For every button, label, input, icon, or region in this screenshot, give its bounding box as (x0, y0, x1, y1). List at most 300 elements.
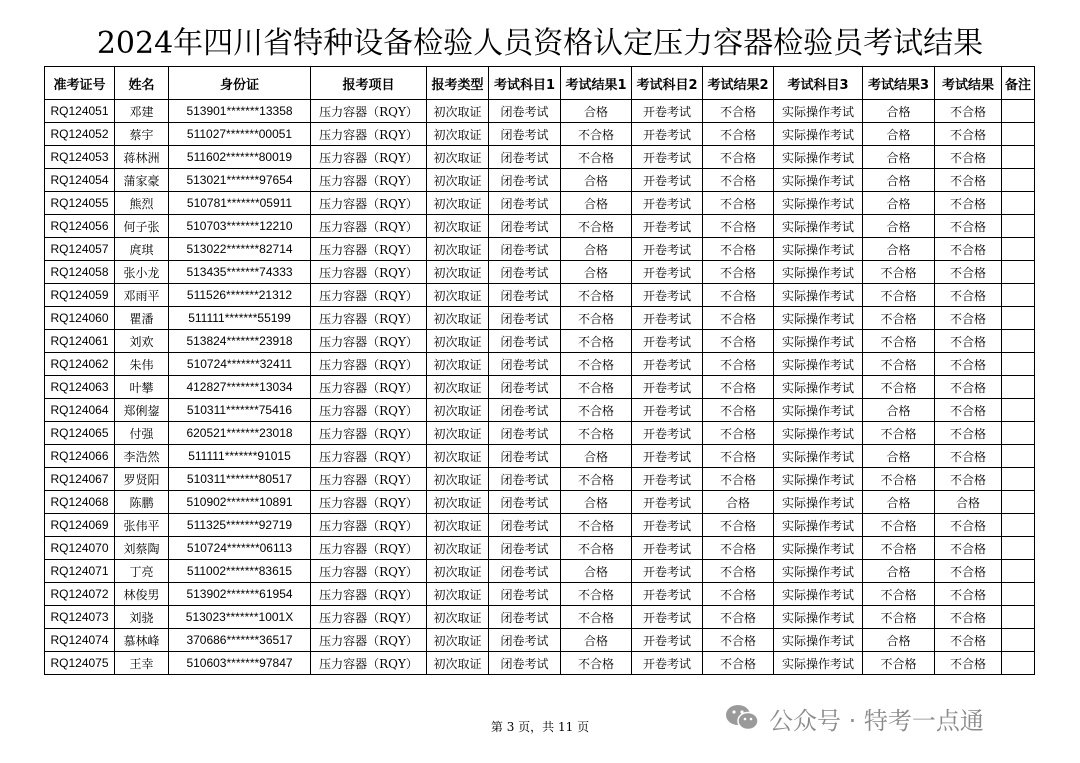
exam-id-cell: RQ124074 (45, 629, 115, 652)
subject3-cell: 实际操作考试 (774, 399, 863, 422)
column-header: 考试结果1 (561, 67, 632, 100)
subject3-cell: 实际操作考试 (774, 123, 863, 146)
remark-cell (1002, 284, 1035, 307)
exam-id-cell: RQ124065 (45, 422, 115, 445)
subject3-cell: 实际操作考试 (774, 583, 863, 606)
result2-cell: 不合格 (703, 376, 774, 399)
exam-type-cell: 初次取证 (427, 307, 489, 330)
result1-cell: 合格 (561, 169, 632, 192)
remark-cell (1002, 261, 1035, 284)
name-cell: 付强 (115, 422, 169, 445)
final-result-cell: 不合格 (935, 238, 1002, 261)
exam-item-cell: 压力容器（RQY） (311, 629, 427, 652)
exam-id-cell: RQ124073 (45, 606, 115, 629)
exam-id-cell: RQ124066 (45, 445, 115, 468)
result2-cell: 不合格 (703, 606, 774, 629)
result2-cell: 不合格 (703, 215, 774, 238)
exam-item-cell: 压力容器（RQY） (311, 606, 427, 629)
name-cell: 慕林峰 (115, 629, 169, 652)
exam-id-cell: RQ124053 (45, 146, 115, 169)
subject2-cell: 开卷考试 (632, 491, 703, 514)
result3-cell: 合格 (863, 123, 935, 146)
table-header-row (45, 67, 1035, 100)
result2-cell: 不合格 (703, 629, 774, 652)
exam-item-cell: 压力容器（RQY） (311, 514, 427, 537)
remark-cell (1002, 652, 1035, 675)
remark-cell (1002, 491, 1035, 514)
exam-type-cell: 初次取证 (427, 146, 489, 169)
id-card-cell: 620521*******23018 (169, 422, 311, 445)
result2-cell: 不合格 (703, 468, 774, 491)
subject2-cell: 开卷考试 (632, 606, 703, 629)
exam-item-cell: 压力容器（RQY） (311, 376, 427, 399)
subject1-cell: 闭卷考试 (489, 376, 561, 399)
subject1-cell: 闭卷考试 (489, 192, 561, 215)
exam-item-cell: 压力容器（RQY） (311, 146, 427, 169)
subject1-cell: 闭卷考试 (489, 629, 561, 652)
result1-cell: 不合格 (561, 307, 632, 330)
final-result-cell: 不合格 (935, 629, 1002, 652)
table-row (45, 468, 1035, 491)
remark-cell (1002, 445, 1035, 468)
table-row (45, 146, 1035, 169)
table-row (45, 629, 1035, 652)
subject3-cell: 实际操作考试 (774, 238, 863, 261)
exam-type-cell: 初次取证 (427, 192, 489, 215)
id-card-cell: 513021*******97654 (169, 169, 311, 192)
subject1-cell: 闭卷考试 (489, 307, 561, 330)
remark-cell (1002, 422, 1035, 445)
page-title: 2024年四川省特种设备检验人员资格认定压力容器检验员考试结果 (96, 26, 984, 61)
exam-type-cell: 初次取证 (427, 560, 489, 583)
column-header: 考试科目2 (632, 67, 703, 100)
result1-cell: 不合格 (561, 215, 632, 238)
subject2-cell: 开卷考试 (632, 468, 703, 491)
id-card-cell: 510724*******32411 (169, 353, 311, 376)
id-card-cell: 511027*******00051 (169, 123, 311, 146)
exam-type-cell: 初次取证 (427, 537, 489, 560)
subject2-cell: 开卷考试 (632, 560, 703, 583)
subject2-cell: 开卷考试 (632, 307, 703, 330)
final-result-cell: 不合格 (935, 192, 1002, 215)
result2-cell: 不合格 (703, 123, 774, 146)
id-card-cell: 511111*******91015 (169, 445, 311, 468)
watermark-text: 公众号 · 特考一点通 (769, 706, 984, 735)
page-number: 第 3 页，共 11 页 (490, 720, 590, 734)
final-result-cell: 不合格 (935, 169, 1002, 192)
remark-cell (1002, 537, 1035, 560)
final-result-cell: 不合格 (935, 514, 1002, 537)
subject3-cell: 实际操作考试 (774, 192, 863, 215)
remark-cell (1002, 169, 1035, 192)
remark-cell (1002, 238, 1035, 261)
final-result-cell: 不合格 (935, 468, 1002, 491)
remark-cell (1002, 399, 1035, 422)
subject2-cell: 开卷考试 (632, 284, 703, 307)
table-row (45, 192, 1035, 215)
column-header: 考试科目3 (774, 67, 863, 100)
result3-cell: 不合格 (863, 284, 935, 307)
id-card-cell: 513435*******74333 (169, 261, 311, 284)
exam-item-cell: 压力容器（RQY） (311, 445, 427, 468)
exam-id-cell: RQ124072 (45, 583, 115, 606)
column-header: 考试结果3 (863, 67, 935, 100)
result1-cell: 不合格 (561, 583, 632, 606)
exam-item-cell: 压力容器（RQY） (311, 468, 427, 491)
result1-cell: 合格 (561, 491, 632, 514)
exam-type-cell: 初次取证 (427, 468, 489, 491)
id-card-cell: 511111*******55199 (169, 307, 311, 330)
remark-cell (1002, 123, 1035, 146)
subject3-cell: 实际操作考试 (774, 537, 863, 560)
subject3-cell: 实际操作考试 (774, 652, 863, 675)
column-header: 考试科目1 (489, 67, 561, 100)
result3-cell: 不合格 (863, 583, 935, 606)
id-card-cell: 510724*******06113 (169, 537, 311, 560)
exam-type-cell: 初次取证 (427, 399, 489, 422)
result2-cell: 不合格 (703, 100, 774, 123)
result3-cell: 合格 (863, 192, 935, 215)
exam-type-cell: 初次取证 (427, 284, 489, 307)
table-row (45, 238, 1035, 261)
exam-type-cell: 初次取证 (427, 215, 489, 238)
column-header: 报考类型 (427, 67, 489, 100)
final-result-cell: 不合格 (935, 560, 1002, 583)
subject2-cell: 开卷考试 (632, 169, 703, 192)
remark-cell (1002, 606, 1035, 629)
table-row (45, 514, 1035, 537)
subject1-cell: 闭卷考试 (489, 560, 561, 583)
result3-cell: 不合格 (863, 422, 935, 445)
subject3-cell: 实际操作考试 (774, 353, 863, 376)
table-row (45, 537, 1035, 560)
exam-item-cell: 压力容器（RQY） (311, 215, 427, 238)
remark-cell (1002, 146, 1035, 169)
result2-cell: 不合格 (703, 284, 774, 307)
subject2-cell: 开卷考试 (632, 353, 703, 376)
result1-cell: 不合格 (561, 284, 632, 307)
remark-cell (1002, 215, 1035, 238)
exam-id-cell: RQ124075 (45, 652, 115, 675)
table-row (45, 376, 1035, 399)
id-card-cell: 370686*******36517 (169, 629, 311, 652)
subject3-cell: 实际操作考试 (774, 215, 863, 238)
result2-cell: 不合格 (703, 238, 774, 261)
exam-type-cell: 初次取证 (427, 514, 489, 537)
result3-cell: 不合格 (863, 353, 935, 376)
result1-cell: 不合格 (561, 376, 632, 399)
table-row (45, 399, 1035, 422)
id-card-cell: 510781*******05911 (169, 192, 311, 215)
column-header: 备注 (1002, 67, 1035, 100)
exam-item-cell: 压力容器（RQY） (311, 399, 427, 422)
table-row (45, 606, 1035, 629)
final-result-cell: 合格 (935, 491, 1002, 514)
exam-id-cell: RQ124057 (45, 238, 115, 261)
subject1-cell: 闭卷考试 (489, 399, 561, 422)
result3-cell: 不合格 (863, 652, 935, 675)
name-cell: 刘骁 (115, 606, 169, 629)
table-row (45, 422, 1035, 445)
result2-cell: 不合格 (703, 399, 774, 422)
final-result-cell: 不合格 (935, 100, 1002, 123)
result2-cell: 不合格 (703, 514, 774, 537)
table-row (45, 307, 1035, 330)
name-cell: 蒲家豪 (115, 169, 169, 192)
result3-cell: 不合格 (863, 307, 935, 330)
result1-cell: 合格 (561, 445, 632, 468)
subject1-cell: 闭卷考试 (489, 100, 561, 123)
subject1-cell: 闭卷考试 (489, 491, 561, 514)
result1-cell: 合格 (561, 560, 632, 583)
name-cell: 邓雨平 (115, 284, 169, 307)
exam-item-cell: 压力容器（RQY） (311, 491, 427, 514)
id-card-cell: 510703*******12210 (169, 215, 311, 238)
table-row (45, 284, 1035, 307)
subject2-cell: 开卷考试 (632, 192, 703, 215)
exam-item-cell: 压力容器（RQY） (311, 560, 427, 583)
subject1-cell: 闭卷考试 (489, 261, 561, 284)
subject1-cell: 闭卷考试 (489, 169, 561, 192)
wechat-icon (725, 704, 759, 732)
result3-cell: 合格 (863, 169, 935, 192)
name-cell: 罗贤阳 (115, 468, 169, 491)
table-row (45, 583, 1035, 606)
result1-cell: 不合格 (561, 422, 632, 445)
exam-id-cell: RQ124055 (45, 192, 115, 215)
subject1-cell: 闭卷考试 (489, 514, 561, 537)
exam-type-cell: 初次取证 (427, 100, 489, 123)
exam-type-cell: 初次取证 (427, 583, 489, 606)
id-card-cell: 513901*******13358 (169, 100, 311, 123)
result1-cell: 合格 (561, 629, 632, 652)
final-result-cell: 不合格 (935, 376, 1002, 399)
result2-cell: 不合格 (703, 353, 774, 376)
column-header: 准考证号 (45, 67, 115, 100)
exam-type-cell: 初次取证 (427, 261, 489, 284)
exam-type-cell: 初次取证 (427, 652, 489, 675)
subject2-cell: 开卷考试 (632, 376, 703, 399)
final-result-cell: 不合格 (935, 445, 1002, 468)
subject2-cell: 开卷考试 (632, 422, 703, 445)
id-card-cell: 513902*******61954 (169, 583, 311, 606)
subject1-cell: 闭卷考试 (489, 468, 561, 491)
name-cell: 庹琪 (115, 238, 169, 261)
result2-cell: 不合格 (703, 330, 774, 353)
exam-id-cell: RQ124060 (45, 307, 115, 330)
id-card-cell: 510311*******80517 (169, 468, 311, 491)
exam-id-cell: RQ124059 (45, 284, 115, 307)
subject3-cell: 实际操作考试 (774, 629, 863, 652)
name-cell: 瞿潘 (115, 307, 169, 330)
result1-cell: 不合格 (561, 537, 632, 560)
final-result-cell: 不合格 (935, 215, 1002, 238)
exam-type-cell: 初次取证 (427, 606, 489, 629)
subject1-cell: 闭卷考试 (489, 583, 561, 606)
exam-id-cell: RQ124061 (45, 330, 115, 353)
subject3-cell: 实际操作考试 (774, 491, 863, 514)
subject1-cell: 闭卷考试 (489, 445, 561, 468)
exam-item-cell: 压力容器（RQY） (311, 537, 427, 560)
result2-cell: 不合格 (703, 192, 774, 215)
table-row (45, 491, 1035, 514)
table-row (45, 330, 1035, 353)
remark-cell (1002, 353, 1035, 376)
subject2-cell: 开卷考试 (632, 330, 703, 353)
final-result-cell: 不合格 (935, 261, 1002, 284)
exam-id-cell: RQ124051 (45, 100, 115, 123)
remark-cell (1002, 307, 1035, 330)
subject3-cell: 实际操作考试 (774, 445, 863, 468)
exam-id-cell: RQ124058 (45, 261, 115, 284)
result2-cell: 不合格 (703, 422, 774, 445)
column-header: 姓名 (115, 67, 169, 100)
subject1-cell: 闭卷考试 (489, 606, 561, 629)
result1-cell: 不合格 (561, 399, 632, 422)
id-card-cell: 513023*******1001X (169, 606, 311, 629)
table-row (45, 123, 1035, 146)
subject3-cell: 实际操作考试 (774, 284, 863, 307)
subject3-cell: 实际操作考试 (774, 146, 863, 169)
subject1-cell: 闭卷考试 (489, 123, 561, 146)
result1-cell: 不合格 (561, 353, 632, 376)
remark-cell (1002, 629, 1035, 652)
subject2-cell: 开卷考试 (632, 583, 703, 606)
name-cell: 邓建 (115, 100, 169, 123)
subject2-cell: 开卷考试 (632, 123, 703, 146)
result3-cell: 不合格 (863, 330, 935, 353)
result3-cell: 不合格 (863, 514, 935, 537)
subject2-cell: 开卷考试 (632, 629, 703, 652)
name-cell: 张伟平 (115, 514, 169, 537)
column-header: 考试结果2 (703, 67, 774, 100)
watermark (725, 700, 984, 736)
subject3-cell: 实际操作考试 (774, 376, 863, 399)
remark-cell (1002, 192, 1035, 215)
exam-id-cell: RQ124052 (45, 123, 115, 146)
remark-cell (1002, 560, 1035, 583)
exam-item-cell: 压力容器（RQY） (311, 123, 427, 146)
result3-cell: 合格 (863, 146, 935, 169)
result2-cell: 合格 (703, 491, 774, 514)
remark-cell (1002, 468, 1035, 491)
subject3-cell: 实际操作考试 (774, 307, 863, 330)
result1-cell: 合格 (561, 100, 632, 123)
result2-cell: 不合格 (703, 583, 774, 606)
subject2-cell: 开卷考试 (632, 514, 703, 537)
result3-cell: 合格 (863, 629, 935, 652)
final-result-cell: 不合格 (935, 583, 1002, 606)
name-cell: 林俊男 (115, 583, 169, 606)
result3-cell: 不合格 (863, 261, 935, 284)
exam-type-cell: 初次取证 (427, 353, 489, 376)
subject2-cell: 开卷考试 (632, 238, 703, 261)
result3-cell: 合格 (863, 215, 935, 238)
id-card-cell: 510311*******75416 (169, 399, 311, 422)
exam-id-cell: RQ124068 (45, 491, 115, 514)
result2-cell: 不合格 (703, 537, 774, 560)
subject1-cell: 闭卷考试 (489, 238, 561, 261)
exam-item-cell: 压力容器（RQY） (311, 192, 427, 215)
name-cell: 叶攀 (115, 376, 169, 399)
subject2-cell: 开卷考试 (632, 215, 703, 238)
subject3-cell: 实际操作考试 (774, 468, 863, 491)
exam-type-cell: 初次取证 (427, 376, 489, 399)
result1-cell: 合格 (561, 261, 632, 284)
table-row (45, 215, 1035, 238)
result3-cell: 合格 (863, 238, 935, 261)
result1-cell: 不合格 (561, 123, 632, 146)
table-row (45, 560, 1035, 583)
exam-type-cell: 初次取证 (427, 629, 489, 652)
id-card-cell: 412827*******13034 (169, 376, 311, 399)
name-cell: 何子张 (115, 215, 169, 238)
column-header: 报考项目 (311, 67, 427, 100)
exam-id-cell: RQ124064 (45, 399, 115, 422)
table-row (45, 169, 1035, 192)
remark-cell (1002, 514, 1035, 537)
final-result-cell: 不合格 (935, 399, 1002, 422)
final-result-cell: 不合格 (935, 422, 1002, 445)
result3-cell: 合格 (863, 100, 935, 123)
subject2-cell: 开卷考试 (632, 146, 703, 169)
exam-item-cell: 压力容器（RQY） (311, 330, 427, 353)
exam-id-cell: RQ124054 (45, 169, 115, 192)
subject3-cell: 实际操作考试 (774, 330, 863, 353)
subject3-cell: 实际操作考试 (774, 422, 863, 445)
exam-type-cell: 初次取证 (427, 422, 489, 445)
subject2-cell: 开卷考试 (632, 100, 703, 123)
subject2-cell: 开卷考试 (632, 399, 703, 422)
name-cell: 熊烈 (115, 192, 169, 215)
result3-cell: 合格 (863, 399, 935, 422)
exam-id-cell: RQ124063 (45, 376, 115, 399)
result2-cell: 不合格 (703, 146, 774, 169)
subject1-cell: 闭卷考试 (489, 146, 561, 169)
result3-cell: 不合格 (863, 537, 935, 560)
result1-cell: 不合格 (561, 468, 632, 491)
final-result-cell: 不合格 (935, 146, 1002, 169)
subject1-cell: 闭卷考试 (489, 652, 561, 675)
id-card-cell: 510902*******10891 (169, 491, 311, 514)
id-card-cell: 511325*******92719 (169, 514, 311, 537)
result3-cell: 合格 (863, 445, 935, 468)
name-cell: 李浩然 (115, 445, 169, 468)
exam-type-cell: 初次取证 (427, 238, 489, 261)
final-result-cell: 不合格 (935, 606, 1002, 629)
id-card-cell: 511526*******21312 (169, 284, 311, 307)
name-cell: 王幸 (115, 652, 169, 675)
result3-cell: 不合格 (863, 468, 935, 491)
table-row (45, 652, 1035, 675)
name-cell: 张小龙 (115, 261, 169, 284)
result1-cell: 不合格 (561, 606, 632, 629)
remark-cell (1002, 330, 1035, 353)
final-result-cell: 不合格 (935, 307, 1002, 330)
result2-cell: 不合格 (703, 560, 774, 583)
subject3-cell: 实际操作考试 (774, 606, 863, 629)
exam-id-cell: RQ124069 (45, 514, 115, 537)
final-result-cell: 不合格 (935, 353, 1002, 376)
exam-type-cell: 初次取证 (427, 169, 489, 192)
table-row (45, 445, 1035, 468)
subject3-cell: 实际操作考试 (774, 169, 863, 192)
name-cell: 丁亮 (115, 560, 169, 583)
exam-id-cell: RQ124062 (45, 353, 115, 376)
subject3-cell: 实际操作考试 (774, 560, 863, 583)
exam-type-cell: 初次取证 (427, 123, 489, 146)
exam-type-cell: 初次取证 (427, 491, 489, 514)
